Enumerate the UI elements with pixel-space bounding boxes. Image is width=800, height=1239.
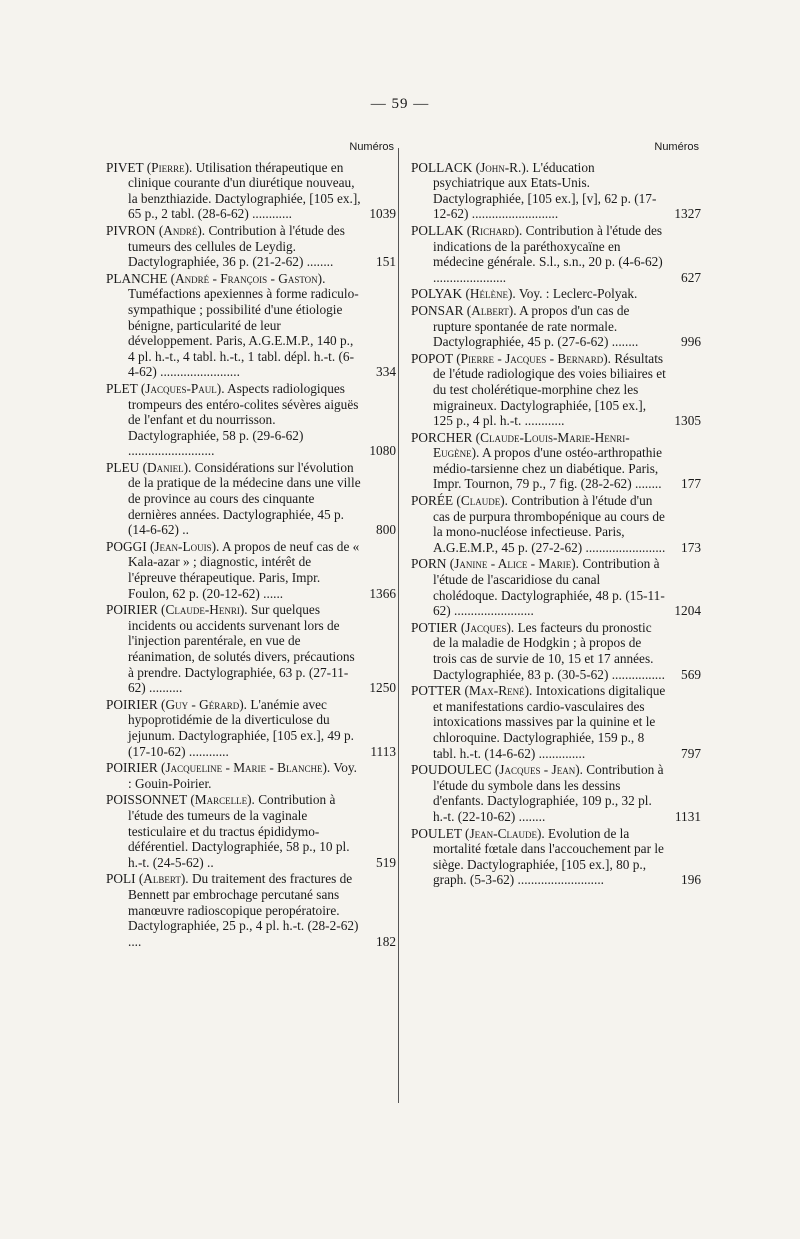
bibliography-entry bbox=[411, 429, 701, 492]
entry-number: 569 bbox=[681, 666, 701, 682]
bibliography-entry bbox=[106, 222, 396, 270]
entry-author: POGGI (Jean-Louis). bbox=[106, 538, 220, 554]
bibliography-entry bbox=[411, 159, 701, 222]
bibliography-entry bbox=[106, 159, 396, 222]
entry-author: POULET (Jean-Claude). bbox=[411, 825, 545, 841]
entry-author: POIRIER (Jacqueline - Marie - Blanche). bbox=[106, 760, 331, 776]
column-header: Numéros bbox=[654, 141, 699, 153]
bibliography-entry bbox=[106, 792, 396, 870]
bibliography-entry bbox=[106, 459, 396, 538]
entry-text: Résultats de l'étude radiologique des voies biliaires et du test cholérétique-morphine chez les migraineux. Dactylographiée, [105 ex.], 125 p., 4 pl. h.-t. ............ bbox=[433, 350, 666, 429]
bibliography-entry bbox=[106, 871, 396, 949]
bibliography-entry bbox=[106, 602, 396, 696]
entry-author: POTIER (Jacques). bbox=[411, 619, 515, 635]
column-header: Numéros bbox=[349, 141, 394, 153]
entry-text: A propos de neuf cas de « Kala-azar » ; diagnostic, intérêt de l'épreuve thérapeutique. Paris, Impr. Foulon, 62 p. (20-12-62) ...... bbox=[128, 538, 360, 601]
entry-number: 182 bbox=[376, 933, 396, 949]
left-column bbox=[106, 140, 396, 950]
entry-text: Intoxications digitalique et manifestations cardio-vasculaires des intoxications massives par la quinine et le chloroquine. Dactylographiée, 159 p., 8 tabl. h.-t. (14-6-62) .............. bbox=[433, 683, 666, 761]
entry-author: PIVRON (André). bbox=[106, 222, 206, 238]
bibliography-entry bbox=[411, 222, 701, 285]
entry-text: Les facteurs du pronostic de la maladie de Hodgkin ; à propos de trois cas de survie de 10, 15 et 17 années. Dactylographiée, 83 p. (30-5-62) ................ bbox=[433, 619, 665, 682]
bibliography-entry bbox=[411, 493, 701, 555]
bibliography-entry bbox=[411, 825, 701, 888]
entry-text: A propos d'un cas de rupture spontanée de rate normale. Dactylographiée, 45 p. (27-6-62) ........ bbox=[433, 302, 639, 350]
entry-text: Contribution à l'étude des tumeurs des cellules de Leydig. Dactylographiée, 36 p. (21-2-62) ........ bbox=[128, 222, 345, 270]
entry-number: 519 bbox=[376, 854, 396, 870]
entry-text: Aspects radiologiques trompeurs des entéro-colites sévères aiguës de l'enfant et du nourrisson. Dactylographiée, 58 p. (29-6-62) .......................... bbox=[128, 380, 359, 459]
entry-author: POISSONNET (Marcelle). bbox=[106, 792, 255, 808]
entry-text: Voy. : Leclerc-Polyak. bbox=[518, 286, 638, 302]
bibliography-entry bbox=[106, 380, 396, 459]
entry-number: 1080 bbox=[369, 443, 396, 459]
entry-text: Sur quelques incidents ou accidents survenant lors de l'injection parentérale, en vue de réanimation, de solutés divers, précautions à prendre. Dactylographiée, 63 p. (27-11-62) .......... bbox=[128, 602, 355, 696]
entry-list bbox=[411, 159, 701, 888]
entry-text: A propos d'une ostéo-arthropathie médio-tarsienne chez un diabétique. Paris, Impr. Tournon, 79 p., 7 fig. (28-2-62) ........ bbox=[433, 445, 662, 492]
entry-author: POPOT (Pierre - Jacques - Bernard). bbox=[411, 350, 611, 366]
entry-list bbox=[106, 159, 396, 950]
entry-number: 1366 bbox=[369, 585, 396, 601]
page-number: — 59 — bbox=[370, 96, 430, 112]
entry-author: PONSAR (Albert). bbox=[411, 302, 517, 318]
entry-text: Contribution à l'étude des tumeurs de la vaginale testiculaire et du tractus épididymo-déférentiel. Dactylographiée, 58 p., 10 pl. h.-t. (24-5-62) .. bbox=[128, 792, 350, 870]
entry-number: 173 bbox=[681, 539, 701, 555]
bibliography-entry bbox=[106, 760, 362, 791]
entry-number: 627 bbox=[681, 269, 701, 285]
entry-text: Du traitement des fractures de Bennett par embrochage percutané sans manœuvre radioscopique peropératoire. Dactylographiée, 25 p., 4 pl. h.-t. (28-2-62) .... bbox=[128, 871, 359, 949]
entry-author: POTTER (Max-René). bbox=[411, 683, 533, 699]
entry-number: 1039 bbox=[369, 206, 396, 222]
entry-number: 334 bbox=[376, 364, 396, 380]
entry-number: 797 bbox=[681, 745, 701, 761]
entry-author: PORÉE (Claude). bbox=[411, 493, 508, 509]
entry-text: Evolution de la mortalité fœtale dans l'accouchement par le siège. Dactylographiée, [105 ex.], 80 p., graph. (5-3-62) .......................... bbox=[433, 825, 664, 888]
entry-text: Considérations sur l'évolution de la pratique de la médecine dans une ville de province au cours des cinquante dernières années. Dactylographiée, 45 p. (14-6-62) .. bbox=[128, 459, 361, 538]
entry-author: POLI (Albert). bbox=[106, 871, 189, 887]
entry-number: 151 bbox=[376, 254, 396, 270]
entry-author: POIRIER (Guy - Gérard). bbox=[106, 696, 248, 712]
entry-number: 996 bbox=[681, 334, 701, 350]
bibliography-entry bbox=[411, 302, 701, 350]
entry-text: L'éducation psychiatrique aux Etats-Unis. Dactylographiée, [105 ex.], [v], 62 p. (17-12-62) .......................... bbox=[433, 159, 657, 222]
entry-text: Contribution à l'étude des indications de la paréthoxycaïne en médecine générale. S.l., s.n., 20 p. (4-6-62) ...................... bbox=[433, 222, 663, 285]
bibliography-entry bbox=[411, 683, 701, 761]
right-column bbox=[411, 140, 701, 889]
entry-author: POUDOULEC (Jacques - Jean). bbox=[411, 762, 583, 778]
entry-text: Contribution à l'étude du symbole dans les dessins d'enfants. Dactylographiée, 109 p., 32 pl. h.-t. (22-10-62) ........ bbox=[433, 762, 664, 824]
bibliography-entry bbox=[411, 286, 667, 302]
entry-number: 1131 bbox=[674, 808, 701, 824]
entry-number: 1113 bbox=[370, 743, 396, 759]
entry-author: POLLAK (Richard). bbox=[411, 222, 523, 238]
bibliography-entry bbox=[411, 619, 701, 682]
bibliography-entry bbox=[411, 762, 701, 824]
entry-number: 196 bbox=[681, 872, 701, 888]
entry-author: PLANCHE (André - François - Gaston). bbox=[106, 270, 326, 286]
column-divider bbox=[398, 148, 399, 1103]
entry-author: PORCHER (Claude-Louis-Marie-Henri-Eugène). bbox=[411, 429, 630, 461]
entry-number: 800 bbox=[376, 522, 396, 538]
entry-text: Utilisation thérapeutique en clinique courante d'un diurétique nouveau, la benzthiazide. Dactylographiée, [105 ex.], 65 p., 2 tabl. (28-6-62) ............ bbox=[128, 159, 361, 222]
entry-author: PLEU (Daniel). bbox=[106, 459, 192, 475]
bibliography-entry bbox=[411, 350, 701, 429]
entry-text: Contribution à l'étude de l'ascaridiose du canal cholédoque. Dactylographiée, 48 p. (15-11-62) ........................ bbox=[433, 556, 665, 619]
entry-author: POLLACK (John-R.). bbox=[411, 159, 530, 175]
bibliography-entry bbox=[106, 538, 396, 601]
entry-text: Contribution à l'étude d'un cas de purpura thrombopénique au cours de la mono-nucléose infectieuse. Paris, A.G.E.M.P., 45 p. (27-2-62) ........................ bbox=[433, 493, 666, 555]
entry-author: PORN (Janine - Alice - Marie). bbox=[411, 556, 579, 572]
bibliography-entry bbox=[411, 556, 701, 619]
entry-number: 1250 bbox=[369, 680, 396, 696]
bibliography-entry bbox=[106, 696, 396, 759]
bibliography-entry bbox=[106, 270, 396, 380]
entry-author: POIRIER (Claude-Henri). bbox=[106, 602, 248, 618]
entry-number: 1327 bbox=[674, 206, 701, 222]
entry-author: PLET (Jacques-Paul). bbox=[106, 380, 225, 396]
entry-author: PIVET (Pierre). bbox=[106, 159, 193, 175]
entry-text: Tuméfactions apexiennes à forme radiculo-sympathique ; possibilité d'une étiologie bénigne, particularité de leur développement. Paris, A.G.E.M.P., 140 p., 4 pl. h.-t., 4 tabl. h.-t., 1 tabl. dépl. h.-t. (6-4-62) ........................ bbox=[128, 286, 359, 380]
entry-text: L'anémie avec hypoprotidémie de la diverticulose du jejunum. Dactylographiée, [105 ex.], 49 p. (17-10-62) ............ bbox=[128, 696, 354, 759]
entry-number: 1305 bbox=[674, 413, 701, 429]
entry-number: 1204 bbox=[674, 603, 701, 619]
entry-author: POLYAK (Hélène). bbox=[411, 286, 516, 302]
entry-number: 177 bbox=[681, 476, 701, 492]
entry-text: Voy. : Gouin-Poirier. bbox=[128, 760, 357, 791]
